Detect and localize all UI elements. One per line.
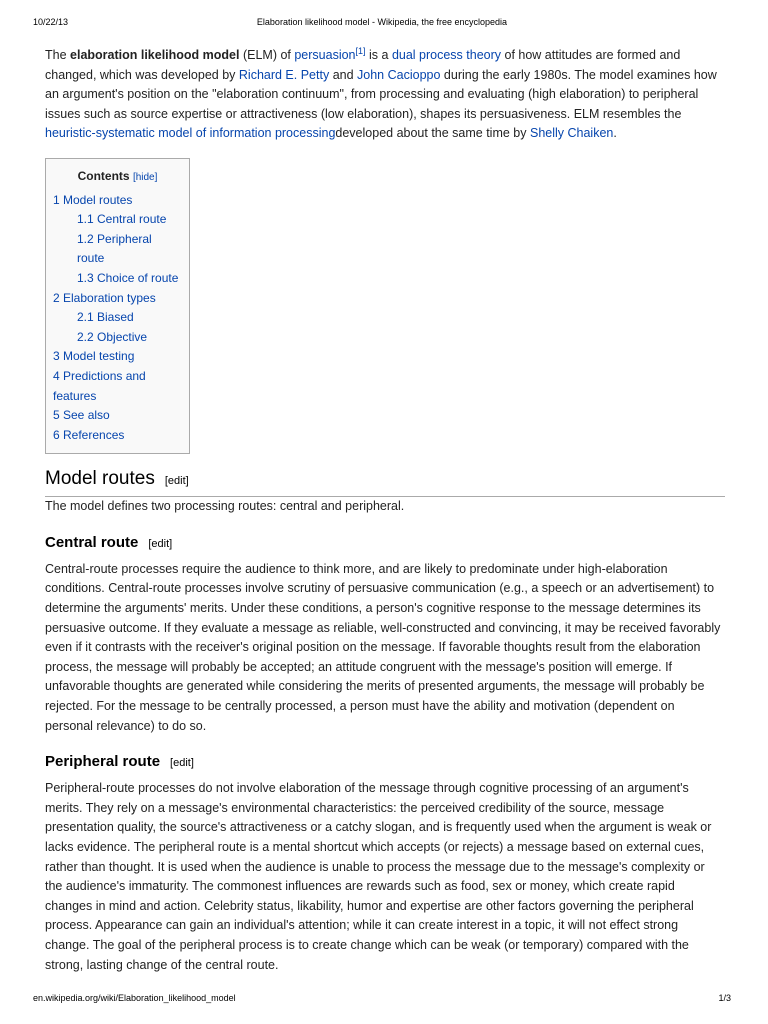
toc-item-references[interactable]: 6 References xyxy=(53,427,125,442)
intro-text: developed about the same time by xyxy=(335,126,530,141)
toc-item-model-testing[interactable]: 3 Model testing xyxy=(53,349,135,364)
central-route-paragraph: Central-route processes require the audience to think more, and are likely to predominate under high-elaboration conditions. Central-route processes involve scrutiny of persuasive communication (e.g., a speech or an advertisement) to determine the arguments' merits. Under these conditions, a person's cognitive response to the message determines its persuasive outcome. If they evaluate a message as reliable, well-constructed and convincing, it may be received favorably even if it contrasts with the receiver's original position on the message. If favorable thoughts result from the elaboration process, the message will probably be accepted; an attitude congruent with the message's position will emerge. If unfavorable thoughts are generated while considering the merits of presented arguments, the message will probably be rejected. For the message to be centrally processed, a person must have the ability and motivation (dependent on personal relevance) to do so. xyxy=(45,561,721,733)
intro-text: of how attitudes are formed and changed, which was developed by xyxy=(45,48,681,82)
link-shelly-chaiken[interactable]: Shelly Chaiken xyxy=(529,126,614,141)
print-url: en.wikipedia.org/wiki/Elaboration_likelihood_model xyxy=(33,993,236,1003)
intro-text: The xyxy=(45,48,71,62)
edit-section-link[interactable]: [edit] xyxy=(148,537,173,550)
toc-list xyxy=(53,191,182,446)
model-routes-paragraph: The model defines two processing routes: central and peripheral. xyxy=(45,499,405,514)
print-header xyxy=(33,17,731,31)
print-footer xyxy=(33,993,731,1007)
link-dual-process-theory[interactable]: dual process theory xyxy=(391,48,502,62)
link-heuristic-systematic-model[interactable]: heuristic-systematic model of information processing xyxy=(45,126,336,141)
section-heading-peripheral-route xyxy=(45,751,725,774)
intro-text: . xyxy=(613,126,617,141)
table-of-contents xyxy=(45,158,190,454)
intro-text: (ELM) of xyxy=(239,48,295,62)
toc-item-peripheral-route[interactable]: 1.2 Peripheral route xyxy=(77,231,152,266)
print-date: 10/22/13 xyxy=(33,17,69,27)
toc-hide-toggle[interactable]: [hide] xyxy=(132,171,158,183)
section-title: Central route xyxy=(45,533,139,551)
intro-text: during the early 1980s. The model examines how an argument's position on the "elaboration continuum", from processing and evaluating (high elaboration) to peripheral issues such as source expertise or attractiveness (low elaboration), shapes its persuasiveness. ELM resembles the xyxy=(45,67,717,121)
edit-section-link[interactable]: [edit] xyxy=(164,475,189,488)
toc-item-central-route[interactable]: 1.1 Central route xyxy=(77,212,167,227)
link-persuasion[interactable]: persuasion xyxy=(294,48,356,62)
toc-item-predictions-and-features[interactable]: 4 Predictions and features xyxy=(53,368,146,403)
intro-text: and xyxy=(329,67,358,82)
toc-item-elaboration-types[interactable]: 2 Elaboration types xyxy=(53,290,156,305)
reference-1[interactable]: [1] xyxy=(355,45,366,56)
toc-item-objective[interactable]: 2.2 Objective xyxy=(77,329,148,344)
toc-title: Contents xyxy=(77,168,130,183)
article-subject: elaboration likelihood model xyxy=(70,48,240,62)
intro-text: is a xyxy=(365,48,392,62)
edit-section-link[interactable]: [edit] xyxy=(170,757,194,770)
toc-item-model-routes[interactable]: 1 Model routes xyxy=(53,192,133,207)
print-title: Elaboration likelihood model - Wikipedia, the free encyclopedia xyxy=(256,17,508,27)
toc-item-biased[interactable]: 2.1 Biased xyxy=(77,310,134,325)
article-content xyxy=(45,46,725,975)
toc-item-choice-of-route[interactable]: 1.3 Choice of route xyxy=(77,270,179,285)
section-heading-central-route xyxy=(45,532,725,555)
section-title: Peripheral route xyxy=(45,753,161,771)
intro-paragraph xyxy=(45,46,725,144)
section-title: Model routes xyxy=(45,468,155,490)
toc-title-row xyxy=(53,167,182,188)
link-richard-petty[interactable]: Richard E. Petty xyxy=(238,67,330,82)
peripheral-route-paragraph: Peripheral-route processes do not involve elaboration of the message through cognitive processing of an argument's merits. They rely on a message's environmental characteristics: the perceived credibility of the source, message presentation quality, the source's attractiveness or a catchy slogan, and is frequently used when the argument is weak or lacks evidence. The peripheral route is a mental shortcut which accepts (or rejects) a message based on external cues, rather than thought. It is used when the audience is unable to process the message due to the message's complexity or the audience's immaturity. The commonest influences are rewards such as food, sex or money, which create rapid changes in mind and action. Celebrity status, likability, humor and expertise are other factors governing the peripheral process. Appearance can gain an individual's attention; while it can create interest in a topic, it will not effect strong change. The goal of the peripheral process is to create change which can be weak (or temporary) compared with the strong, lasting change of the central route. xyxy=(45,781,712,972)
link-john-cacioppo[interactable]: John Cacioppo xyxy=(357,67,441,82)
section-heading-model-routes xyxy=(45,466,725,497)
print-page-number: 1/3 xyxy=(718,993,731,1003)
toc-item-see-also[interactable]: 5 See also xyxy=(53,408,110,423)
